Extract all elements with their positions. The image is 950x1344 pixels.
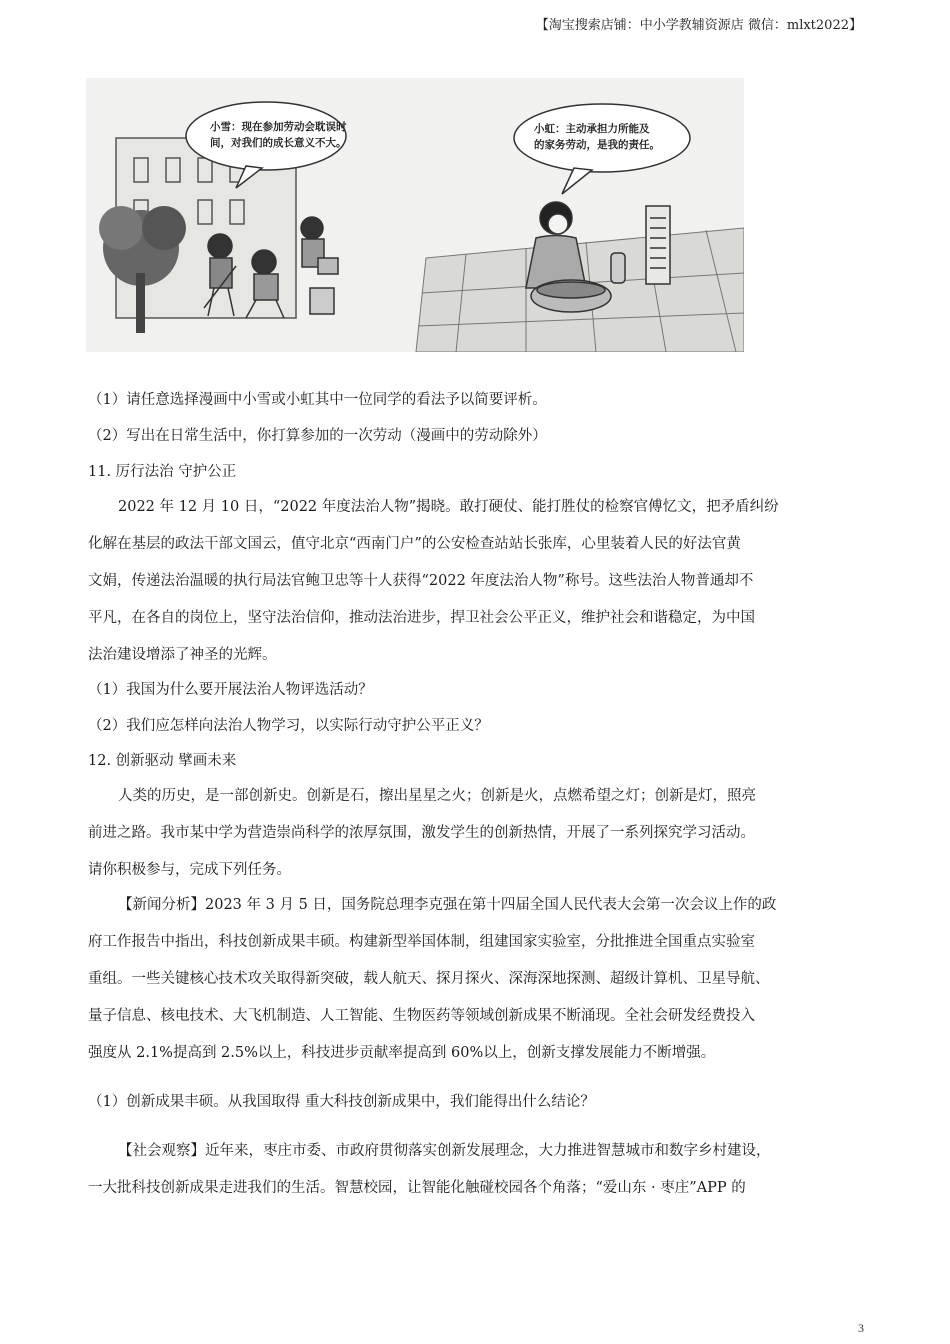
q11-paragraph-line: 2022 年 12 月 10 日，“2022 年度法治人物”揭晓。敢打硬仗、能打胜仗的检察官傅忆文，把矛盾纠纷 [118,499,779,515]
question-11-2: （2）我们应怎样向法治人物学习，以实际行动守护公平正义？ [88,718,489,734]
q12-paragraph-line: 请你积极参与，完成下列任务。 [88,862,291,878]
news-analysis-line: 【新闻分析】2023 年 3 月 5 日，国务院总理李克强在第十四届全国人民代表大会第一次会议上作的政 [118,897,777,913]
q11-paragraph-line: 文娟，传递法治温暖的执行局法官鲍卫忠等十人获得“2022 年度法治人物”称号。这些法治人物普通却不 [88,573,754,589]
q11-paragraph-line: 法治建设增添了神圣的光辉。 [88,647,277,663]
news-analysis-line: 强度从 2.1%提高到 2.5%以上，科技进步贡献率提高到 60%以上，创新支撑发展能力不断增强。 [88,1045,716,1061]
news-analysis-line: 量子信息、核电技术、大飞机制造、人工智能、生物医药等领域创新成果不断涌现。全社会研发经费投入 [88,1008,755,1024]
header-watermark-note: 【淘宝搜索店铺：中小学教辅资源店 微信：mlxt2022】 [535,18,862,33]
q12-paragraph-line: 人类的历史，是一部创新史。创新是石，擦出星星之火；创新是火，点燃希望之灯；创新是灯，照亮 [118,788,756,804]
left-bubble-line2: 间，对我们的成长意义不大。 [210,137,347,149]
question-12-1: （1）创新成果丰硕。从我国取得 重大科技创新成果中，我们能得出什么结论？ [88,1094,595,1110]
social-observation-line: 一大批科技创新成果走进我们的生活。智慧校园，让智能化触碰校园各个角落；“爱山东 · 枣庄”APP 的 [88,1180,746,1196]
comic-drawing [86,78,744,352]
news-analysis-line: 府工作报告中指出，科技创新成果丰硕。构建新型举国体制，组建国家实验室，分批推进全国重点实验室 [88,934,755,950]
question-11-title: 11. 厉行法治 守护公正 [88,464,237,480]
q11-paragraph-line: 化解在基层的政法干部文国云，值守北京“西南门户”的公安检查站站长张库，心里装着人民的好法官黄 [88,536,741,552]
right-bubble-line2: 的家务劳动，是我的责任。 [534,139,660,151]
q11-paragraph-line: 平凡，在各自的岗位上，坚守法治信仰，推动法治进步，捍卫社会公平正义，维护社会和谐稳定，为中国 [88,610,755,626]
news-analysis-line: 重组。一些关键核心技术攻关取得新突破，载人航天、探月探火、深海深地探测、超级计算机、卫星导航、 [88,971,770,987]
question-10-1: （1）请任意选择漫画中小雪或小虹其中一位同学的看法予以简要评析。 [88,392,547,408]
social-observation-line: 【社会观察】近年来，枣庄市委、市政府贯彻落实创新发展理念，大力推进智慧城市和数字乡村建设， [118,1143,771,1159]
left-bubble-line1: 小雪：现在参加劳动会耽误时 [210,121,347,133]
question-10-2: （2）写出在日常生活中，你打算参加的一次劳动（漫画中的劳动除外） [88,428,547,444]
page-number: 3 [858,1321,864,1335]
q12-paragraph-line: 前进之路。我市某中学为营造崇尚科学的浓厚氛围，激发学生的创新热情，开展了一系列探究学习活动。 [88,825,755,841]
question-11-1: （1）我国为什么要开展法治人物评选活动？ [88,682,373,698]
comic-illustration [86,78,744,352]
right-bubble-line1: 小虹：主动承担力所能及 [534,123,650,135]
question-12-title: 12. 创新驱动 擘画未来 [88,753,237,769]
